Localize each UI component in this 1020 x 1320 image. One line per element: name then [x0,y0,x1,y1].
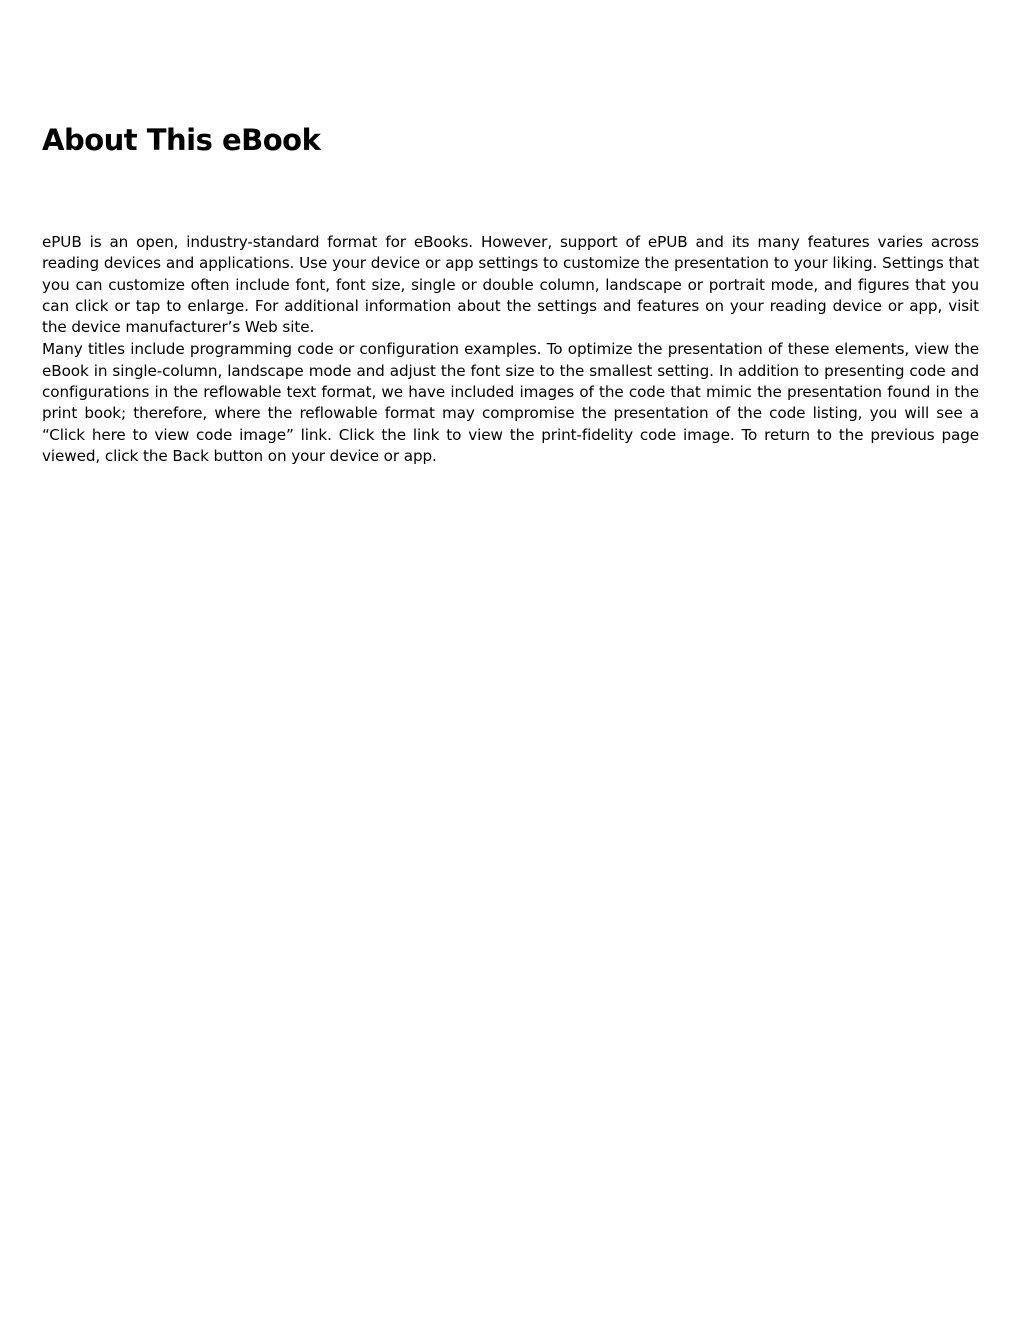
body-text [42,232,979,468]
page-title: About This eBook [42,123,321,157]
paragraph-epub-intro: ePUB is an open, industry-standard format for eBooks. However, support of ePUB and its many features varies across reading devices and applications. Use your device or app settings to customize the presentation to your liking. Settings that you can customize often include font, font size, single or double column, landscape or portrait mode, and figures that you can click or tap to enlarge. For additional information about the settings and features on your reading device or app, visit the device manufacturer’s Web site. [42,233,979,337]
paragraph-code-examples: Many titles include programming code or configuration examples. To optimize the presentation of these elements, view the eBook in single-column, landscape mode and adjust the font size to the smallest setting. In addition to presenting code and configurations in the reflowable text format, we have included images of the code that mimic the presentation found in the print book; therefore, where the reflowable format may compromise the presentation of the code listing, you will see a “Click here to view code image” link. Click the link to view the print-fidelity code image. To return to the previous page viewed, click the Back button on your device or app. [42,340,979,465]
